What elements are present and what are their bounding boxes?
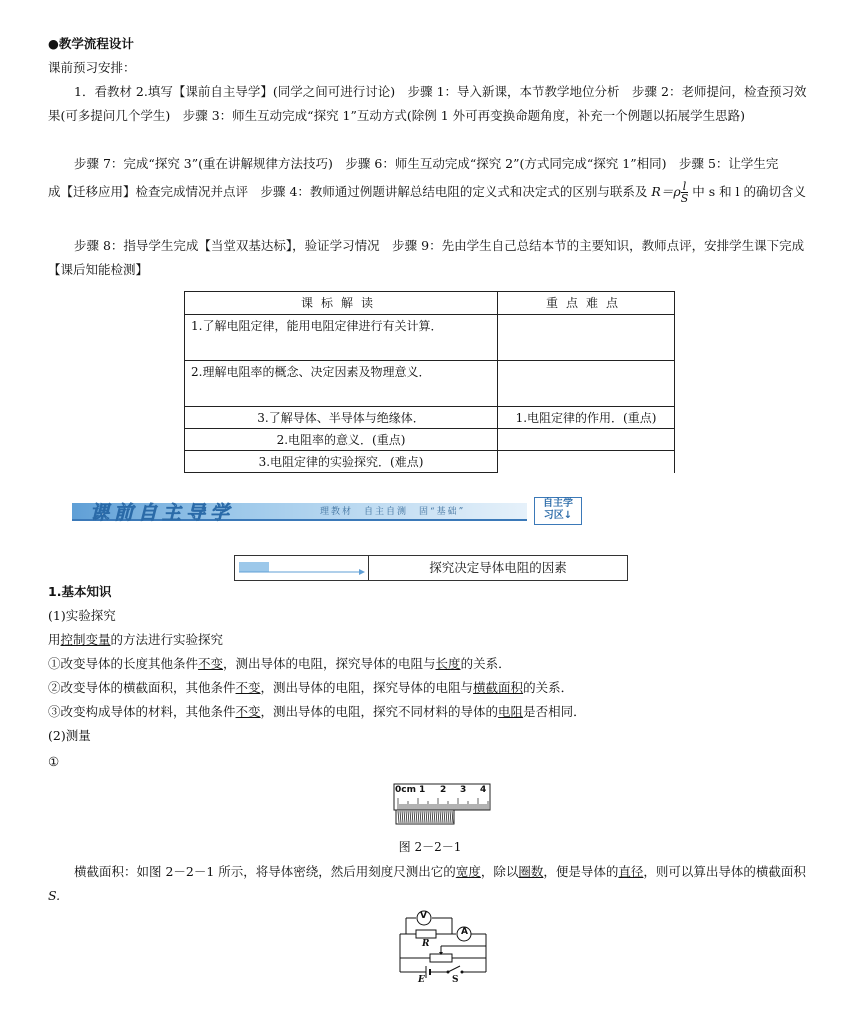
table-row	[185, 451, 675, 473]
para2-line1: 步骤 7：完成“探究 3”(重在讲解规律方法技巧) 步骤 6：师生互动完成“探究 2”(方式同完成“探究 1”相同) 步骤 5：让学生完	[74, 156, 779, 171]
table-header-col1: 课标解读	[185, 292, 498, 315]
cross-section-line: 横截面积：如图 2－2－1 所示，将导体密绕，然后用刻度尺测出它的宽度，除以圈数，便是导体的直径，则可以算出导体的横截面积	[74, 864, 806, 879]
ruler-label-4: 4	[480, 785, 487, 795]
cross-section-tail: S.	[48, 888, 61, 903]
table-row	[185, 407, 675, 429]
section-title-box	[234, 555, 628, 581]
flow-heading: ●教学流程设计	[48, 36, 134, 51]
voltmeter-label: V	[420, 911, 427, 921]
ruler-label-1: 1	[419, 785, 426, 795]
battery-label: E	[418, 975, 425, 985]
exp-title: (1)实验探究	[48, 608, 116, 623]
pre-arrange: 课前预习安排：	[48, 60, 136, 75]
method-line: 用控制变量的方法进行实验探究	[48, 632, 224, 647]
banner-title: 课前自主导学	[90, 502, 235, 524]
ammeter-label: A	[461, 927, 468, 937]
circuit-diagram	[396, 906, 492, 988]
para1-line1: 1．看教材 2.填写【课前自主导学】(同学之间可进行讨论) 步骤 1：导入新课，本节教学地位分析 步骤 2：老师提问，检查预习效	[74, 84, 807, 99]
ruler-figure	[392, 782, 492, 828]
ruler-label-0: 0cm	[395, 785, 416, 795]
section-banner	[72, 497, 582, 525]
ruler-label-2: 2	[440, 785, 447, 795]
formula-den: S	[680, 192, 689, 205]
table-cell	[498, 361, 675, 407]
table-cell: 1.了解电阻定律，能用电阻定律进行有关计算．	[185, 315, 498, 361]
basic-knowledge: 1.基本知识	[48, 584, 112, 599]
circuit-schematic	[396, 906, 492, 988]
measure-title: (2)测量	[48, 728, 91, 743]
table-row	[185, 429, 675, 451]
table-cell: 1.电阻定律的作用．(重点)	[498, 407, 675, 429]
formula-lhs: R＝ρ	[651, 184, 681, 199]
table-cell	[498, 451, 675, 473]
para3-line2: 【课后知能检测】	[48, 262, 149, 277]
objectives-table	[184, 291, 675, 473]
item-3: ③改变构成导体的材料，其他条件不变，测出导体的电阻，探究不同材料的导体的电阻是否相同．	[48, 704, 586, 719]
table-cell: 2.电阻率的意义．(重点)	[185, 429, 498, 451]
badge-line1: 自主学	[543, 498, 573, 509]
resistor-label: R	[422, 939, 430, 949]
table-row	[185, 361, 675, 407]
table-cell	[498, 429, 675, 451]
banner-slogan: 理教材 自主自测 固“基础”	[320, 507, 466, 517]
badge-line2: 习区↓	[543, 510, 573, 521]
switch-label: S	[452, 975, 459, 985]
section-title: 探究决定导体电阻的因素	[429, 560, 567, 575]
table-header-col2: 重点难点	[498, 292, 675, 315]
para2-line2-b: 中 s 和 l 的确切含义	[692, 184, 807, 199]
item-1: ①改变导体的长度其他条件不变，测出导体的电阻，探究导体的电阻与长度的关系．	[48, 656, 511, 671]
para1-line2: 果(可多提问几个学生) 步骤 3：师生互动完成“探究 1”互动方式(除例 1 外可再变换命题角度，补充一个例题以拓展学生思路)	[48, 108, 746, 123]
para2-line2-a: 成【迁移应用】检查完成情况并点评 步骤 4：教师通过例题讲解总结电阻的定义式和决定式的区别与联系及	[48, 184, 648, 199]
para2-line2	[48, 180, 818, 204]
section-title-decoration	[235, 556, 369, 580]
table-cell: 2.理解电阻率的概念、决定因素及物理意义．	[185, 361, 498, 407]
formula-num: l	[681, 181, 689, 193]
para3-line1: 步骤 8：指导学生完成【当堂双基达标】，验证学习情况 步骤 9：先由学生自己总结本节的主要知识，教师点评，安排学生课下完成	[74, 238, 805, 253]
table-cell: 3.了解导体、半导体与绝缘体．	[185, 407, 498, 429]
table-cell: 3.电阻定律的实验探究．(难点)	[185, 451, 498, 473]
ruler-label-3: 3	[460, 785, 467, 795]
resistance-formula	[651, 180, 692, 205]
table-row	[185, 315, 675, 361]
item-2: ②改变导体的横截面积，其他条件不变，测出导体的电阻，探究导体的电阻与横截面积的关系．	[48, 680, 574, 695]
arrow-down-icon: ↓	[563, 510, 573, 521]
figure-caption: 图 2－2－1	[398, 840, 462, 854]
table-cell	[498, 315, 675, 361]
measure-item-1: ①	[48, 754, 60, 769]
arrow-right-icon	[235, 556, 368, 580]
self-study-badge	[534, 497, 582, 525]
